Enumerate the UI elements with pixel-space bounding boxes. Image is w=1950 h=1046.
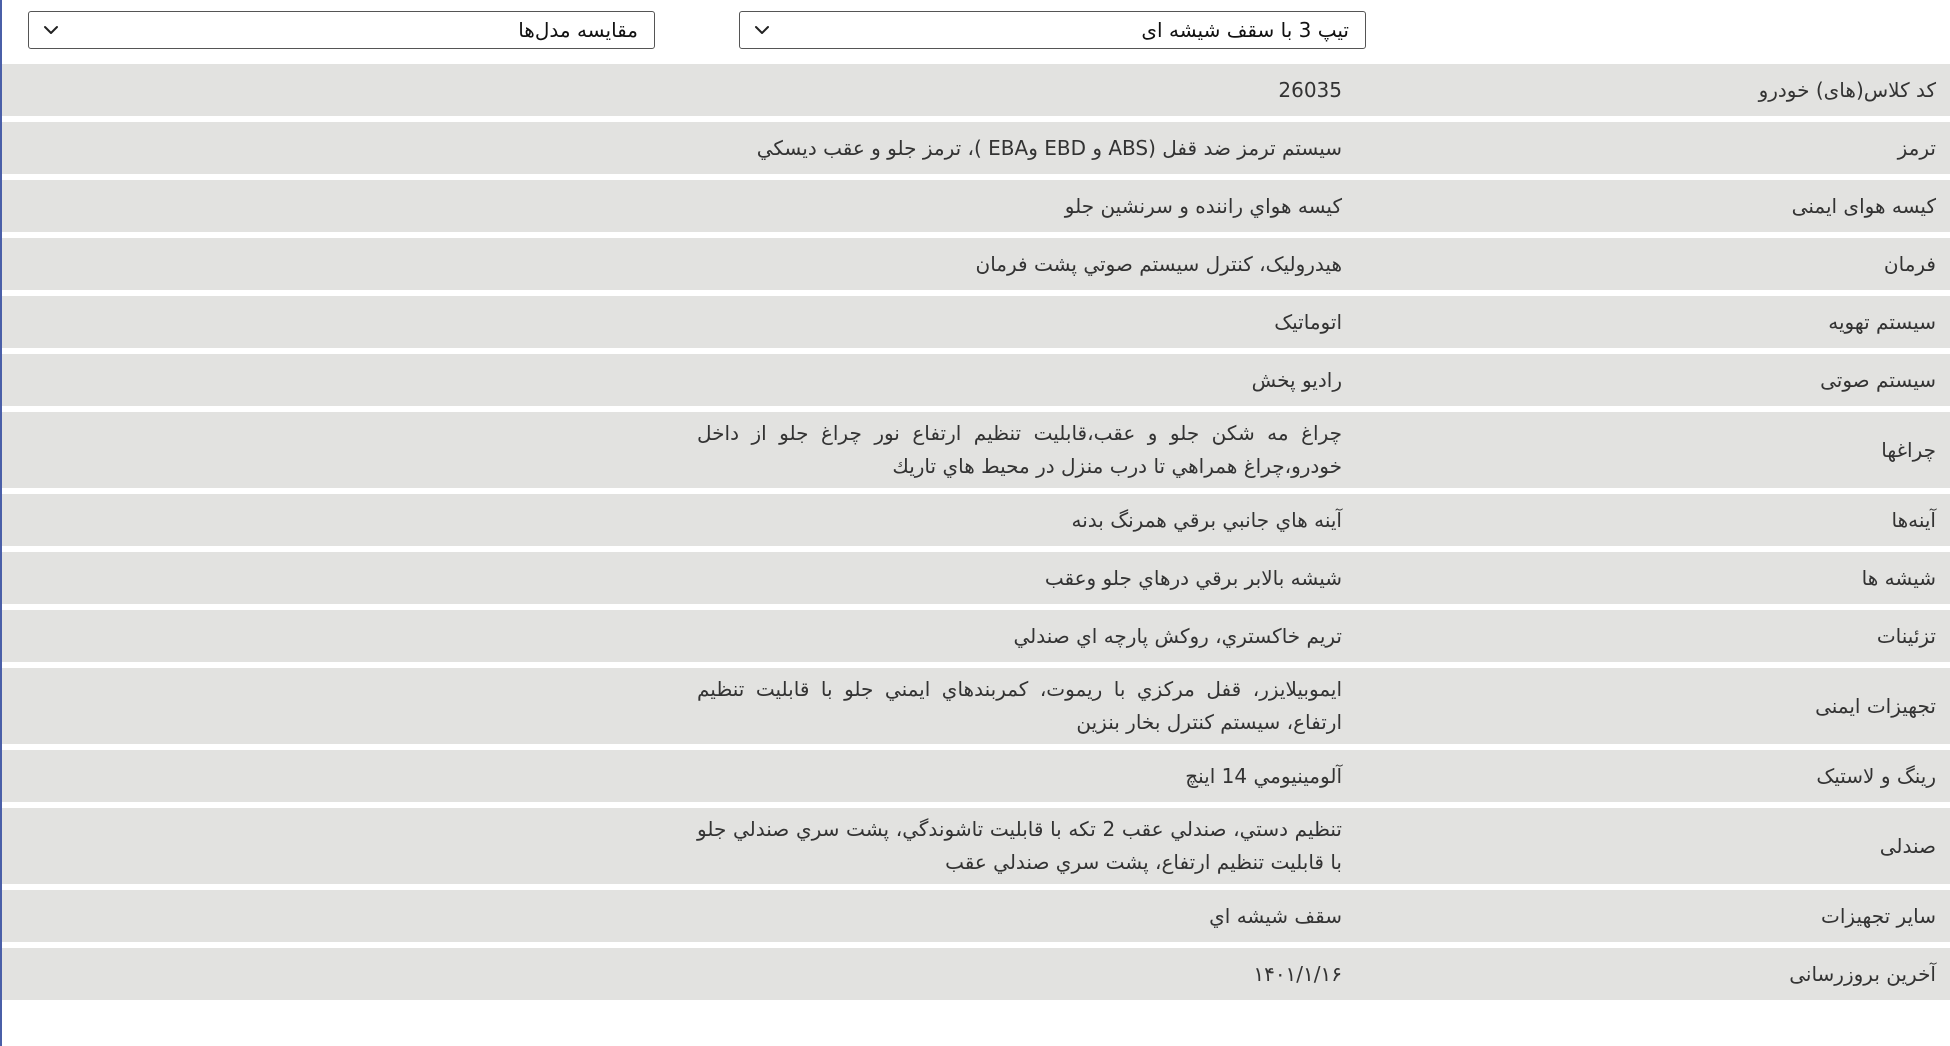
spec-value: رادیو پخش — [1251, 367, 1342, 392]
spec-value: سیستم ترمز ضد قفل (ABS و EBD وEBA )، ترمز جلو و عقب ديسكي — [756, 135, 1342, 160]
spec-row-class-code — [2, 64, 1950, 116]
spec-row-seats — [2, 808, 1950, 884]
spec-row-lights — [2, 412, 1950, 488]
spec-value: تريم خاكستري، روكش پارچه اي صندلي — [1013, 623, 1342, 648]
spec-row-other-equipment — [2, 890, 1950, 942]
spec-label: چراغها — [1881, 438, 1936, 462]
spec-label: فرمان — [1883, 252, 1936, 276]
spec-label: سیستم تهویه — [1828, 310, 1936, 334]
spec-value: سقف شيشه اي — [1209, 903, 1342, 928]
spec-row-climate — [2, 296, 1950, 348]
spec-row-trim — [2, 610, 1950, 662]
compare-select-value: مقایسه مدل‌ها — [518, 18, 638, 42]
spec-label: رینگ و لاستیک — [1816, 764, 1936, 788]
spec-value: ۱۴۰۱/۱/۱۶ — [1253, 961, 1342, 986]
spec-value: آلومينيومي 14 اينچ — [1185, 763, 1342, 788]
toolbar — [0, 11, 1950, 51]
specifications-table — [2, 64, 1950, 1006]
spec-label: کیسه هوای ایمنی — [1791, 194, 1936, 218]
spec-value: 26035 — [1278, 77, 1342, 102]
spec-row-safety — [2, 668, 1950, 744]
spec-row-windows — [2, 552, 1950, 604]
spec-label: آخرین بروزرسانی — [1789, 962, 1936, 986]
spec-value: كيسه هواي راننده و سرنشين جلو — [1064, 193, 1342, 218]
spec-row-brakes — [2, 122, 1950, 174]
spec-label: سیستم صوتی — [1820, 368, 1936, 392]
spec-value: اتوماتیک — [1274, 309, 1342, 334]
spec-row-steering — [2, 238, 1950, 290]
spec-label: تجهیزات ایمنی — [1815, 694, 1936, 718]
spec-label: ترمز — [1897, 136, 1936, 160]
spec-value: تنظيم دستي، صندلي عقب 2 تكه با قابليت تاشوندگي، پشت سري صندلي جلو با قابليت تنظيم ارتفاع، پشت سري صندلي عقب — [697, 817, 1343, 874]
chevron-down-icon — [41, 20, 61, 40]
spec-row-audio — [2, 354, 1950, 406]
spec-label: آینه‌ها — [1891, 508, 1936, 532]
spec-value: شيشه بالابر برقي درهاي جلو وعقب — [1044, 565, 1342, 590]
spec-value: ايموبيلايزر، قفل مركزي با ريموت، كمربندهاي ايمني جلو با قابليت تنظيم ارتفاع، سيستم كنترل بخار بنزين — [697, 677, 1342, 734]
spec-row-airbags — [2, 180, 1950, 232]
spec-value: آينه هاي جانبي برقي همرنگ بدنه — [1071, 507, 1342, 532]
spec-row-mirrors — [2, 494, 1950, 546]
model-select-value: تیپ 3 با سقف شیشه ای — [1141, 18, 1349, 42]
spec-row-last-update — [2, 948, 1950, 1000]
spec-label: صندلی — [1879, 834, 1936, 858]
spec-row-wheels — [2, 750, 1950, 802]
model-select[interactable] — [739, 11, 1366, 49]
spec-label: شیشه ها — [1861, 566, 1936, 590]
compare-models-select[interactable] — [28, 11, 655, 49]
spec-label: سایر تجهیزات — [1821, 904, 1936, 928]
spec-value: هيدروليک، كنترل سيستم صوتي پشت فرمان — [975, 251, 1342, 276]
spec-value: چراغ مه شكن جلو و عقب،قابليت تنظيم ارتفاع نور چراغ جلو از داخل خودرو،چراغ همراهي تا درب منزل در محيط هاي تاريك — [697, 421, 1342, 478]
spec-label: کد کلاس(های) خودرو — [1758, 78, 1936, 102]
chevron-down-icon — [752, 20, 772, 40]
spec-label: تزئینات — [1876, 624, 1936, 648]
